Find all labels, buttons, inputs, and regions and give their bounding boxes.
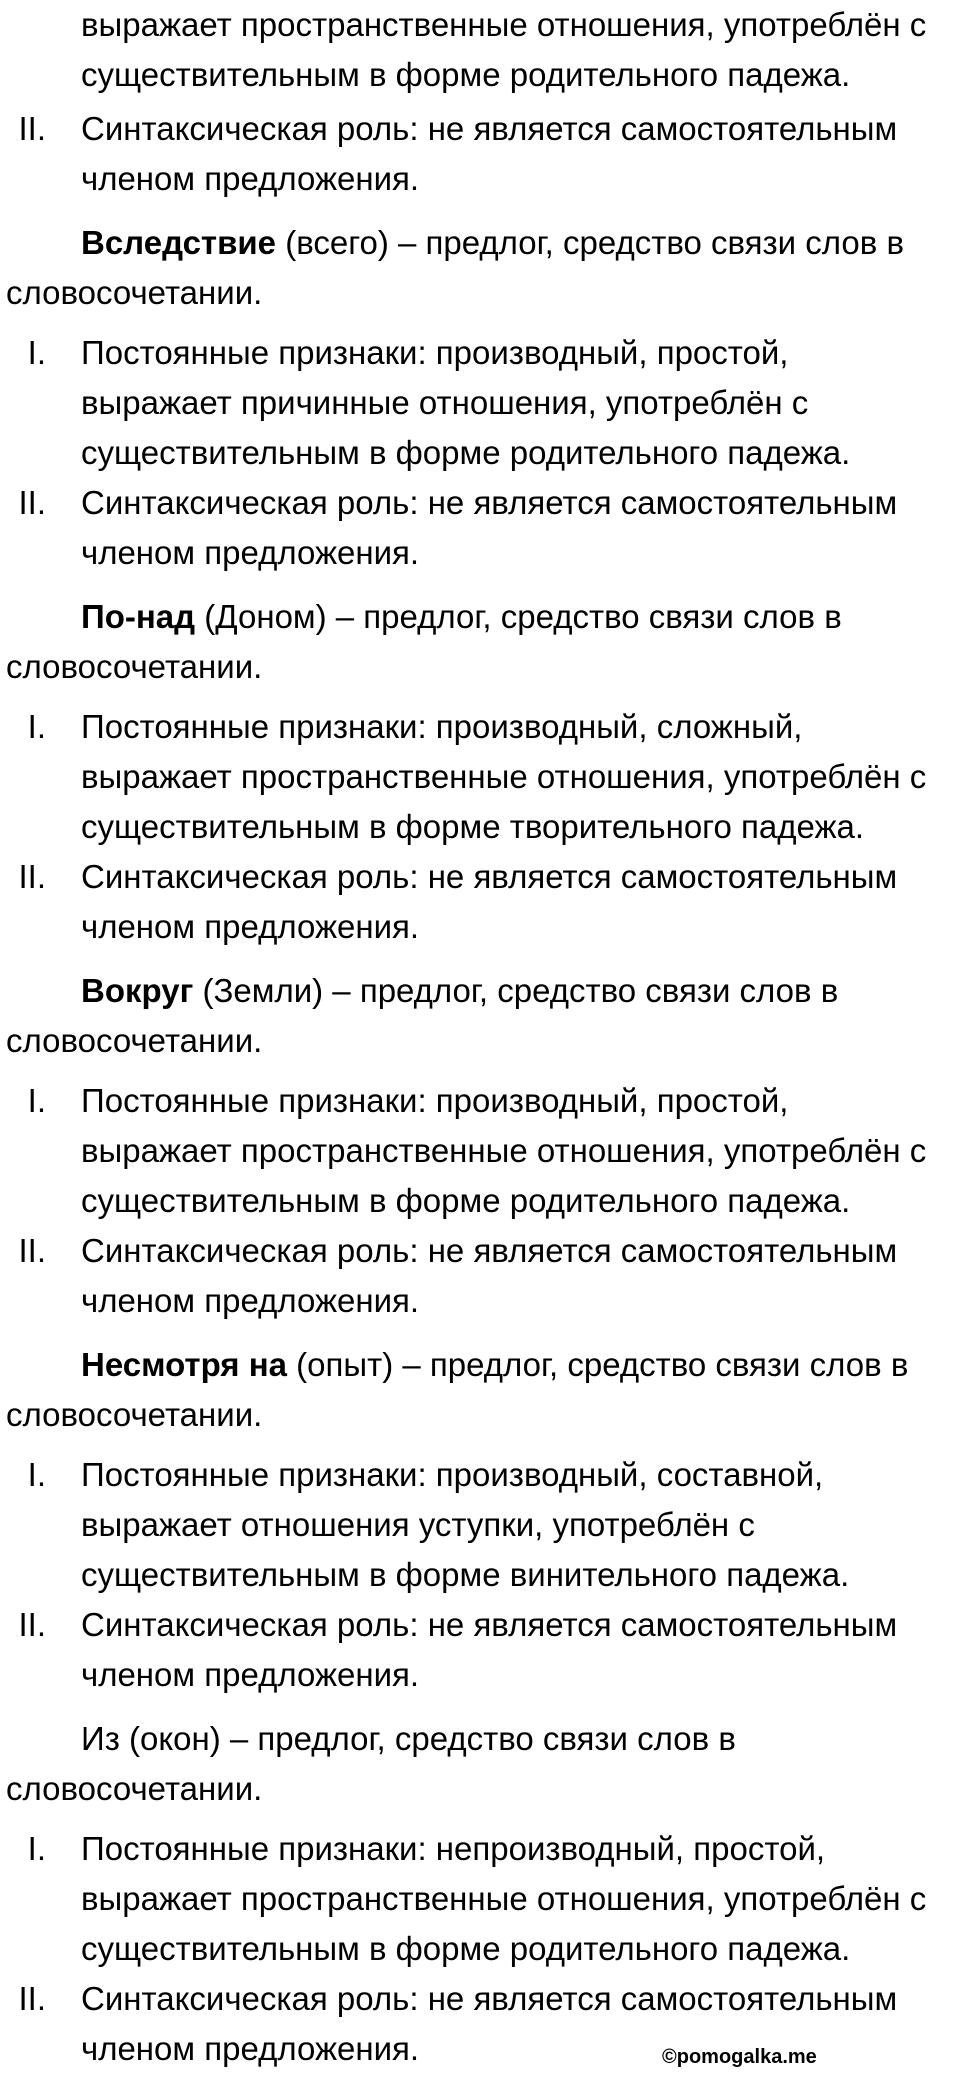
- list-number: I.: [27, 1456, 46, 1493]
- list-number: I.: [27, 1830, 46, 1867]
- entry-heading: [81, 966, 838, 1016]
- entry-definition: (опыт) – предлог, средство связи слов в: [287, 1346, 909, 1383]
- entry-word: По-над: [81, 598, 196, 635]
- list-number: II.: [18, 1606, 46, 1643]
- text-line: существительным в форме родительного падежа.: [81, 56, 851, 93]
- list-number: I.: [27, 708, 46, 745]
- list-number: II.: [18, 484, 46, 521]
- text-line: выражает пространственные отношения, употреблён с: [81, 1880, 927, 1917]
- text-line: словосочетании.: [6, 274, 263, 311]
- text-line: членом предложения.: [81, 2030, 420, 2067]
- list-number: I.: [27, 334, 46, 371]
- text-line: Постоянные признаки: производный, простой,: [81, 1082, 789, 1119]
- text-line: выражает отношения уступки, употреблён с: [81, 1506, 755, 1543]
- text-line: членом предложения.: [81, 160, 420, 197]
- list-number: II.: [18, 110, 46, 147]
- text-line: членом предложения.: [81, 534, 420, 571]
- entry-heading: [81, 218, 904, 268]
- text-line: существительным в форме винительного падежа.: [81, 1556, 850, 1593]
- text-line: Синтаксическая роль: не является самостоятельным: [81, 1232, 898, 1269]
- entry-definition: (Доном) – предлог, средство связи слов в: [195, 598, 842, 635]
- text-line: словосочетании.: [6, 1770, 263, 1807]
- text-line: Постоянные признаки: производный, сложный,: [81, 708, 803, 745]
- text-line: членом предложения.: [81, 908, 420, 945]
- list-number: I.: [27, 1082, 46, 1119]
- watermark: ©pomogalka.me: [662, 2046, 817, 2068]
- entry-word: Вокруг: [81, 972, 194, 1009]
- text-line: выражает пространственные отношения, употреблён с: [81, 1132, 927, 1169]
- entry-heading: [81, 1340, 908, 1390]
- entry-definition: (Земли) – предлог, средство связи слов в: [193, 972, 839, 1009]
- text-line: выражает пространственные отношения, употреблён с: [81, 6, 927, 43]
- text-line: Синтаксическая роль: не является самостоятельным: [81, 858, 898, 895]
- entry-heading: [81, 592, 842, 642]
- list-number: II.: [18, 1980, 46, 2017]
- text-line: выражает причинные отношения, употреблён с: [81, 384, 809, 421]
- text-line: словосочетании.: [6, 1022, 263, 1059]
- list-number: II.: [18, 1232, 46, 1269]
- text-line: существительным в форме родительного падежа.: [81, 1930, 851, 1967]
- text-line: существительным в форме родительного падежа.: [81, 434, 851, 471]
- text-line: Постоянные признаки: производный, простой,: [81, 334, 789, 371]
- text-line: членом предложения.: [81, 1282, 420, 1319]
- text-line: словосочетании.: [6, 1396, 263, 1433]
- text-line: существительным в форме творительного падежа.: [81, 808, 865, 845]
- entry-heading: [81, 1714, 736, 1764]
- text-line: членом предложения.: [81, 1656, 420, 1693]
- entry-word: Несмотря на: [81, 1346, 288, 1383]
- list-number: II.: [18, 858, 46, 895]
- text-line: словосочетании.: [6, 648, 263, 685]
- text-line: выражает пространственные отношения, употреблён с: [81, 758, 927, 795]
- text-line: существительным в форме родительного падежа.: [81, 1182, 851, 1219]
- text-line: Синтаксическая роль: не является самостоятельным: [81, 1980, 898, 2017]
- entry-definition: (всего) – предлог, средство связи слов в: [276, 224, 904, 261]
- text-line: Постоянные признаки: непроизводный, простой,: [81, 1830, 826, 1867]
- text-line: Синтаксическая роль: не является самостоятельным: [81, 1606, 898, 1643]
- entry-definition: Из (окон) – предлог, средство связи слов в: [81, 1720, 736, 1757]
- text-line: Синтаксическая роль: не является самостоятельным: [81, 110, 898, 147]
- text-line: Постоянные признаки: производный, составной,: [81, 1456, 824, 1493]
- entry-word: Вследствие: [81, 224, 277, 261]
- text-line: Синтаксическая роль: не является самостоятельным: [81, 484, 898, 521]
